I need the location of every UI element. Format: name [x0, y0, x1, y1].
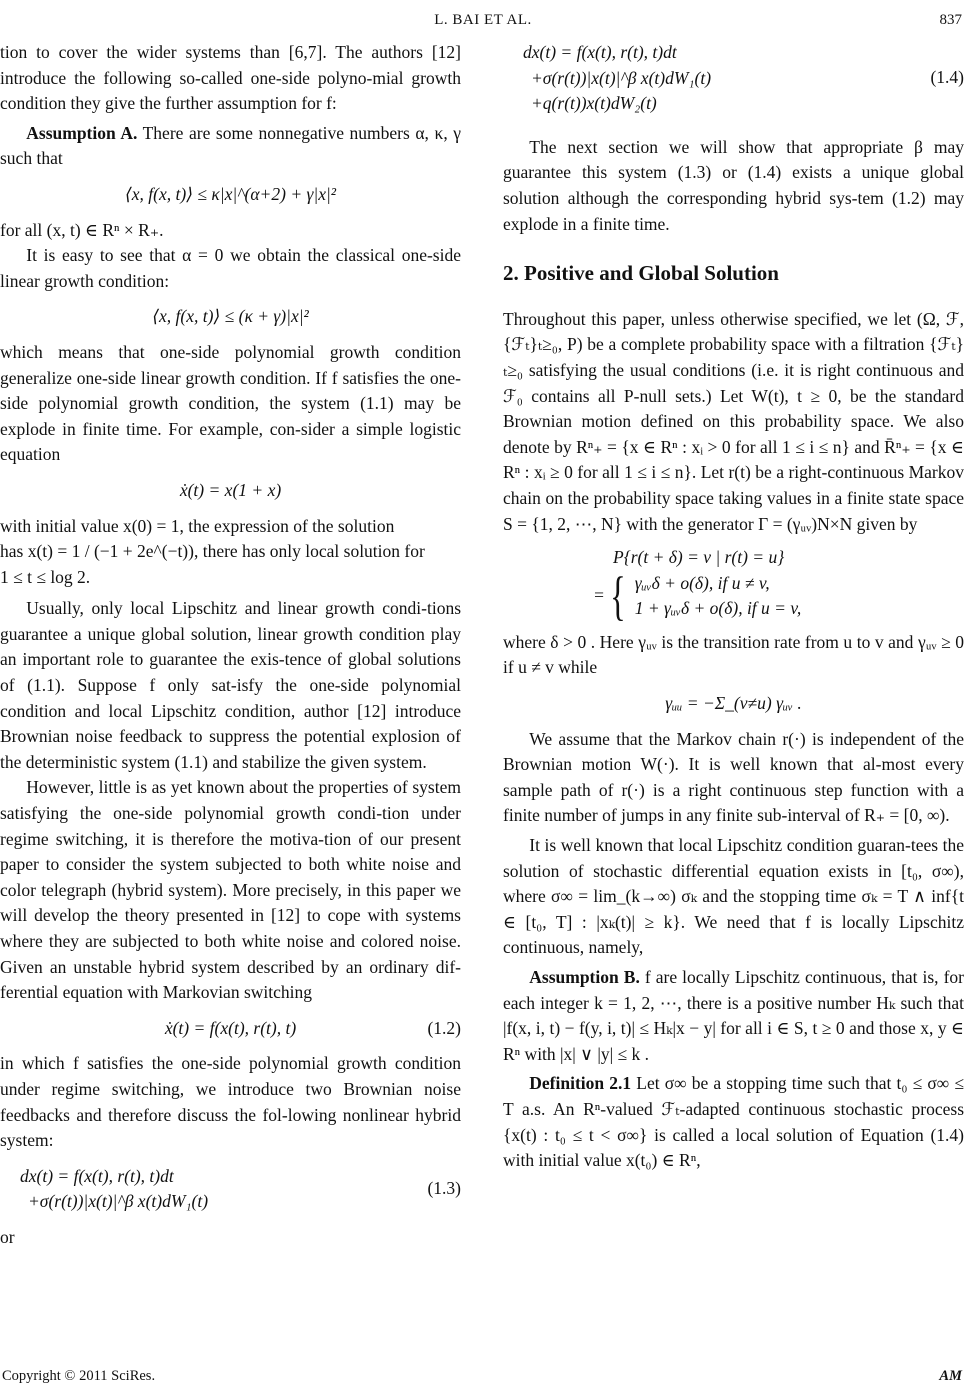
assumption-b-text: f are locally Lipschitz continuous, that is, for each integer k = 1, 2, ⋯, there is a positive number Hₖ such that |f(x, i, t) − f(y, i, t)| ≤ Hₖ|x − y| for all i ∈ S, t ≥ 0 and those x, y ∈ Rⁿ with |x| ∨ |y| ≤ k . — [503, 967, 964, 1064]
paragraph-solution-expression: has x(t) = 1 / (−1 + 2e^(−t)), there has only local solution for — [0, 541, 425, 562]
paragraph-logistic-intro: which means that one-side polynomial growth condition generalize one-side linear growth condition. If f satisfies the one-side polynomial growth condition, the system (1.1) may be explode in finite time. For example, con-sider a simple logistic equation — [0, 341, 461, 465]
paragraph-initial-value: with initial value x(0) = 1, the expression of the solution — [0, 515, 395, 536]
equation-1-2-body: ẋ(t) = f(x(t), r(t), t) — [164, 1017, 297, 1038]
equation-logistic: ẋ(t) = x(1 + x) — [179, 479, 282, 500]
paragraph-probability-space: Throughout this paper, unless otherwise specified, we let (Ω, ℱ, {ℱₜ}ₜ≥₀, P) be a complete probability space with a filtration {ℱₜ}ₜ≥₀ satisfying the usual conditions (i.e. it is right continuous and ℱ₀ contains all P-null sets.) Let W(t), t ≥ 0, be the standard Brownian motion defined on this probability space. We also denote by Rⁿ₊ = {x ∈ Rⁿ : xᵢ > 0 for all 1 ≤ i ≤ n} and R̄ⁿ₊ = {x ∈ Rⁿ : xᵢ ≥ 0 for all 1 ≤ i ≤ n}. Let r(t) be a right-continuous Markov chain on the probability space taking values in a finite state space S = {1, 2, ⋯, N} with the generator Γ = (γᵤᵥ)N×N given by — [503, 308, 964, 534]
equation-linear-growth: ⟨x, f(x, t)⟩ ≤ (κ + γ)|x|² — [152, 306, 309, 327]
equation-assumption-a: ⟨x, f(x, t)⟩ ≤ κ|x|^(α+2) + γ|x|² — [124, 183, 337, 204]
assumption-a-text: There are some nonnegative numbers α, κ, γ such that — [0, 122, 461, 169]
equation-markov-case-1: γᵤᵥδ + o(δ), if u ≠ v, — [634, 572, 770, 593]
running-head: L. BAI ET AL. — [434, 12, 532, 28]
equation-1-4 — [503, 40, 964, 117]
paragraph-independence: We assume that the Markov chain r(·) is independent of the Brownian motion W(·). It is well known that al-most every sample path of r(·) is a right continuous step function with a finite number of jumps in any finite sub-interval of R₊ = [0, ∞). — [503, 728, 964, 826]
equation-1-4-line-3: +q(r(t))x(t)dW₂(t) — [531, 93, 657, 114]
equation-markov-case-2: 1 + γᵤᵥδ + o(δ), if u = v, — [634, 598, 802, 619]
equation-1-4-line-2: +σ(r(t))|x(t)|^β x(t)dW₁(t) — [531, 67, 712, 88]
assumption-a — [0, 121, 461, 172]
journal-abbreviation: AM — [939, 1368, 962, 1384]
equation-gamma-diagonal: γᵤᵤ = −Σ_(v≠u) γᵤᵥ . — [665, 693, 802, 714]
page-number: 837 — [939, 12, 962, 28]
paragraph-intro-continued: tion to cover the wider systems than [6,7]. The authors [12] introduce the following so-called one-side polyno-mial growth condition they give the further assumption for f: — [0, 42, 461, 114]
paragraph-classical: It is easy to see that α = 0 we obtain the classical one-side linear growth condition: — [0, 245, 461, 291]
equation-markov-generator — [503, 545, 964, 627]
paragraph-lipschitz: Usually, only local Lipschitz and linear growth condi-tions guarantee a unique global solution, linear growth condition play an important role to guarantee the exis-tence of global solutions of (1.1). Suppose f only sat-isfy the one-side polynomial condition and local Lipschitz condition, author [12] introduce Brownian noise feedback to suppress the potential explosion of the deterministic system (1.1) and stabilize the given system. — [0, 598, 461, 772]
equation-1-3 — [0, 1164, 461, 1215]
equation-1-3-number: (1.3) — [427, 1178, 461, 1199]
equation-markov-top: P{r(t + δ) = v | r(t) = u} — [613, 547, 785, 568]
equation-1-4-line-1: dx(t) = f(x(t), r(t), t)dt — [523, 42, 677, 62]
assumption-b-label: Assumption B. — [529, 967, 640, 987]
brace-symbol: { — [609, 566, 626, 627]
assumption-b — [503, 965, 964, 1067]
or-text: or — [0, 1226, 15, 1247]
paragraph-next-section: The next section we will show that appropriate β may guarantee this system (1.3) or (1.4) exists a unique global solution although the corresponding hybrid sys-tem (1.2) may explode in a finite time. — [503, 136, 964, 234]
assumption-a-label: Assumption A. — [26, 122, 138, 143]
paragraph-stopping-time: It is well known that local Lipschitz condition guaran-tees the solution of stochastic differential equation exists in [t₀, σ∞), where σ∞ = lim_(k→∞) σₖ and the stopping time σₖ = T ∧ inf{t ∈ [t₀, T] : |xₖ(t)| ≥ k}. We need that f is locally Lipschitz continuous, namely, — [503, 835, 964, 958]
page-header — [0, 0, 966, 30]
equation-1-2 — [0, 1016, 461, 1042]
definition-label: Definition 2.1 — [529, 1073, 632, 1094]
for-all-line: for all (x, t) ∈ Rⁿ × R₊. — [0, 219, 164, 240]
paragraph-regime-switching: However, little is as yet known about the properties of system satisfying the one-side polynomial growth condi-tion under regime switching, it is therefore the motiva-tion of our present paper to consider the system subjected to both white noise and color telegraph (hybrid system). More precisely, in this paper we will develop the theory presented in [12] to cope with systems where they are subjected to both white noise and colored noise. Given an unstable hybrid system described by an ordinary dif-ferential equation with Markovian switching — [0, 777, 461, 1003]
equation-markov-cases: = { γᵤᵥδ + o(δ), if u ≠ v, 1 + γᵤᵥδ + o(δ), if u = v, — [593, 566, 802, 627]
left-column — [0, 40, 461, 1251]
right-column — [503, 40, 964, 1174]
equation-1-3-line-2: +σ(r(t))|x(t)|^β x(t)dW₁(t) — [28, 1191, 209, 1212]
paragraph-hybrid-system: in which f satisfies the one-side polynomial growth condition under regime switching, we introduce two Brownian noise feedbacks and therefore discuss the fol-lowing nonlinear hybrid system: — [0, 1053, 461, 1151]
paragraph-transition-rate: where δ > 0 . Here γᵤᵥ is the transition rate from u to v and γᵤᵥ ≥ 0 if u ≠ v while — [503, 631, 964, 678]
copyright-notice: Copyright © 2011 SciRes. — [2, 1368, 156, 1384]
definition-2-1 — [503, 1071, 964, 1173]
section-title: 2. Positive and Global Solution — [503, 261, 779, 286]
paragraph-solution-interval: 1 ≤ t ≤ log 2. — [0, 566, 91, 587]
definition-text: Let σ∞ be a stopping time such that t₀ ≤ σ∞ ≤ T a.s. An Rⁿ-valued ℱₜ-adapted continuous stochastic process {x(t) : t₀ ≤ t < σ∞} is called a local solution of Equation (1.4) with initial value x(t₀) ∈ Rⁿ, — [503, 1073, 964, 1171]
equation-1-4-number: (1.4) — [930, 67, 964, 88]
equation-1-2-number: (1.2) — [427, 1017, 461, 1038]
equation-1-3-line-1: dx(t) = f(x(t), r(t), t)dt — [20, 1165, 174, 1186]
